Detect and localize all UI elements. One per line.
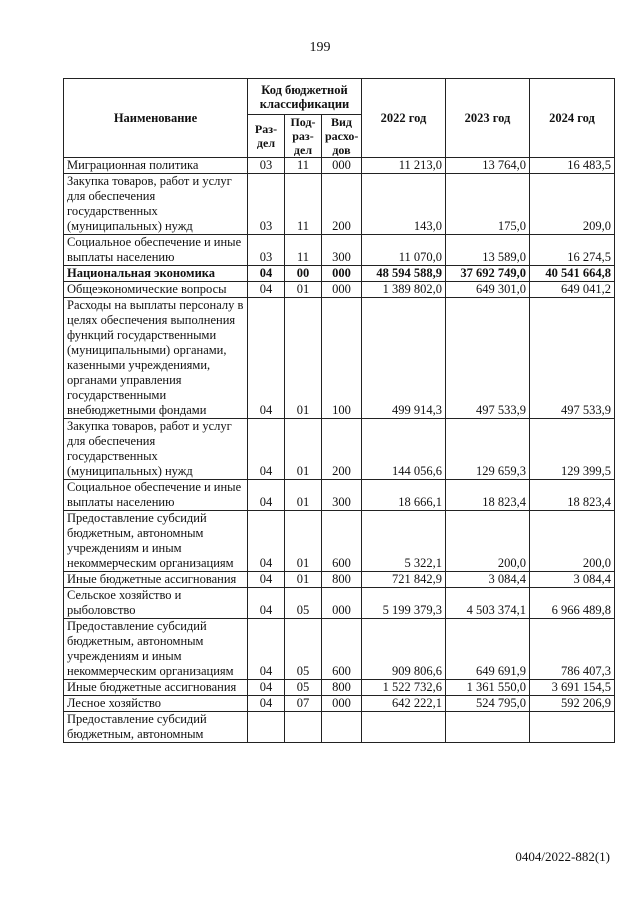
cell-2024: 209,0 [530,174,615,235]
cell-podrazdel: 05 [285,619,322,680]
cell-2023: 649 301,0 [446,282,530,298]
cell-name: Иные бюджетные ассигнования [64,680,248,696]
cell-podrazdel: 01 [285,298,322,419]
cell-razdel: 04 [248,572,285,588]
cell-name: Расходы на выплаты персоналу в целях обеспечения выполнения функций государственными (муниципальными) органами, казенными учреждениями, органами управления государственными внебюджетными фондами [64,298,248,419]
cell-2024: 16 274,5 [530,235,615,266]
cell-razdel: 04 [248,696,285,712]
page-number: 199 [309,40,331,55]
cell-vid-rashodov [322,712,362,743]
cell-podrazdel [285,712,322,743]
table-row [64,511,615,572]
budget-table [63,78,615,743]
cell-razdel: 03 [248,235,285,266]
cell-2022: 143,0 [362,174,446,235]
cell-2022: 721 842,9 [362,572,446,588]
cell-vid-rashodov: 100 [322,298,362,419]
table-row [64,266,615,282]
cell-2022: 48 594 588,9 [362,266,446,282]
cell-podrazdel: 01 [285,419,322,480]
cell-2024: 200,0 [530,511,615,572]
cell-razdel: 04 [248,282,285,298]
cell-podrazdel: 00 [285,266,322,282]
cell-2023: 37 692 749,0 [446,266,530,282]
cell-2022: 144 056,6 [362,419,446,480]
table-body [64,158,615,743]
cell-razdel: 04 [248,511,285,572]
table-row [64,298,615,419]
cell-podrazdel: 07 [285,696,322,712]
cell-2024: 3 691 154,5 [530,680,615,696]
cell-razdel: 04 [248,680,285,696]
cell-2022: 11 070,0 [362,235,446,266]
cell-podrazdel: 05 [285,680,322,696]
table-row [64,572,615,588]
cell-name: Социальное обеспечение и иные выплаты населению [64,235,248,266]
cell-2022: 5 199 379,3 [362,588,446,619]
cell-2024: 786 407,3 [530,619,615,680]
cell-name: Предоставление субсидий бюджетным, автономным учреждениям и иным некоммерческим организациям [64,511,248,572]
cell-2022: 1 522 732,6 [362,680,446,696]
cell-name: Предоставление субсидий бюджетным, автономным [64,712,248,743]
cell-name: Предоставление субсидий бюджетным, автономным учреждениям и иным некоммерческим организациям [64,619,248,680]
cell-razdel: 04 [248,419,285,480]
cell-podrazdel: 01 [285,572,322,588]
table-row [64,696,615,712]
cell-name: Закупка товаров, работ и услуг для обеспечения государственных (муниципальных) нужд [64,419,248,480]
cell-vid-rashodov: 000 [322,266,362,282]
cell-vid-rashodov: 000 [322,696,362,712]
cell-vid-rashodov: 600 [322,511,362,572]
table-row [64,174,615,235]
cell-2024: 18 823,4 [530,480,615,511]
header-year-2023: 2023 год [446,79,530,158]
cell-2023: 4 503 374,1 [446,588,530,619]
cell-2024: 649 041,2 [530,282,615,298]
cell-2022: 1 389 802,0 [362,282,446,298]
cell-razdel: 03 [248,158,285,174]
cell-2024: 129 399,5 [530,419,615,480]
cell-2022: 5 322,1 [362,511,446,572]
cell-2023: 18 823,4 [446,480,530,511]
table-row [64,588,615,619]
cell-2024: 497 533,9 [530,298,615,419]
cell-razdel: 04 [248,298,285,419]
cell-name: Общеэкономические вопросы [64,282,248,298]
cell-razdel: 04 [248,480,285,511]
cell-razdel: 03 [248,174,285,235]
cell-2023: 3 084,4 [446,572,530,588]
cell-podrazdel: 11 [285,235,322,266]
cell-vid-rashodov: 800 [322,680,362,696]
cell-2022: 18 666,1 [362,480,446,511]
cell-2023: 200,0 [446,511,530,572]
cell-2023: 649 691,9 [446,619,530,680]
cell-razdel: 04 [248,588,285,619]
cell-name: Сельское хозяйство и рыболовство [64,588,248,619]
cell-2022: 909 806,6 [362,619,446,680]
cell-name: Закупка товаров, работ и услуг для обеспечения государственных (муниципальных) нужд [64,174,248,235]
cell-name: Социальное обеспечение и иные выплаты населению [64,480,248,511]
cell-vid-rashodov: 600 [322,619,362,680]
cell-2023: 129 659,3 [446,419,530,480]
cell-2022: 642 222,1 [362,696,446,712]
header-code-group: Код бюджетной классификации [248,79,362,115]
cell-vid-rashodov: 200 [322,419,362,480]
cell-vid-rashodov: 000 [322,282,362,298]
cell-name: Национальная экономика [64,266,248,282]
cell-2024: 3 084,4 [530,572,615,588]
table-header [64,79,615,158]
cell-podrazdel: 05 [285,588,322,619]
cell-name: Иные бюджетные ассигнования [64,572,248,588]
table-row [64,619,615,680]
cell-2023: 13 764,0 [446,158,530,174]
cell-vid-rashodov: 300 [322,235,362,266]
cell-2023 [446,712,530,743]
cell-vid-rashodov: 000 [322,158,362,174]
cell-2024 [530,712,615,743]
cell-2023: 1 361 550,0 [446,680,530,696]
table-row [64,480,615,511]
header-name: Наименование [64,79,248,158]
cell-2022: 499 914,3 [362,298,446,419]
cell-podrazdel: 11 [285,174,322,235]
table-row [64,712,615,743]
header-podrazdel: Под- раз- дел [285,115,322,158]
table-row [64,282,615,298]
cell-vid-rashodov: 800 [322,572,362,588]
cell-podrazdel: 01 [285,480,322,511]
table-row [64,235,615,266]
cell-podrazdel: 01 [285,511,322,572]
cell-2024: 16 483,5 [530,158,615,174]
header-year-2024: 2024 год [530,79,615,158]
cell-vid-rashodov: 000 [322,588,362,619]
cell-2023: 524 795,0 [446,696,530,712]
cell-2022 [362,712,446,743]
cell-vid-rashodov: 300 [322,480,362,511]
cell-2024: 40 541 664,8 [530,266,615,282]
header-year-2022: 2022 год [362,79,446,158]
table-row [64,419,615,480]
header-razdel: Раз- дел [248,115,285,158]
cell-2024: 6 966 489,8 [530,588,615,619]
cell-name: Миграционная политика [64,158,248,174]
cell-razdel [248,712,285,743]
cell-razdel: 04 [248,266,285,282]
cell-2022: 11 213,0 [362,158,446,174]
document-number: 0404/2022-882(1) [515,849,610,864]
cell-razdel: 04 [248,619,285,680]
cell-name: Лесное хозяйство [64,696,248,712]
header-vid-rashodov: Вид расхо- дов [322,115,362,158]
cell-2023: 175,0 [446,174,530,235]
cell-2023: 497 533,9 [446,298,530,419]
cell-podrazdel: 01 [285,282,322,298]
table-row [64,680,615,696]
cell-vid-rashodov: 200 [322,174,362,235]
cell-2023: 13 589,0 [446,235,530,266]
table-row [64,158,615,174]
cell-podrazdel: 11 [285,158,322,174]
cell-2024: 592 206,9 [530,696,615,712]
